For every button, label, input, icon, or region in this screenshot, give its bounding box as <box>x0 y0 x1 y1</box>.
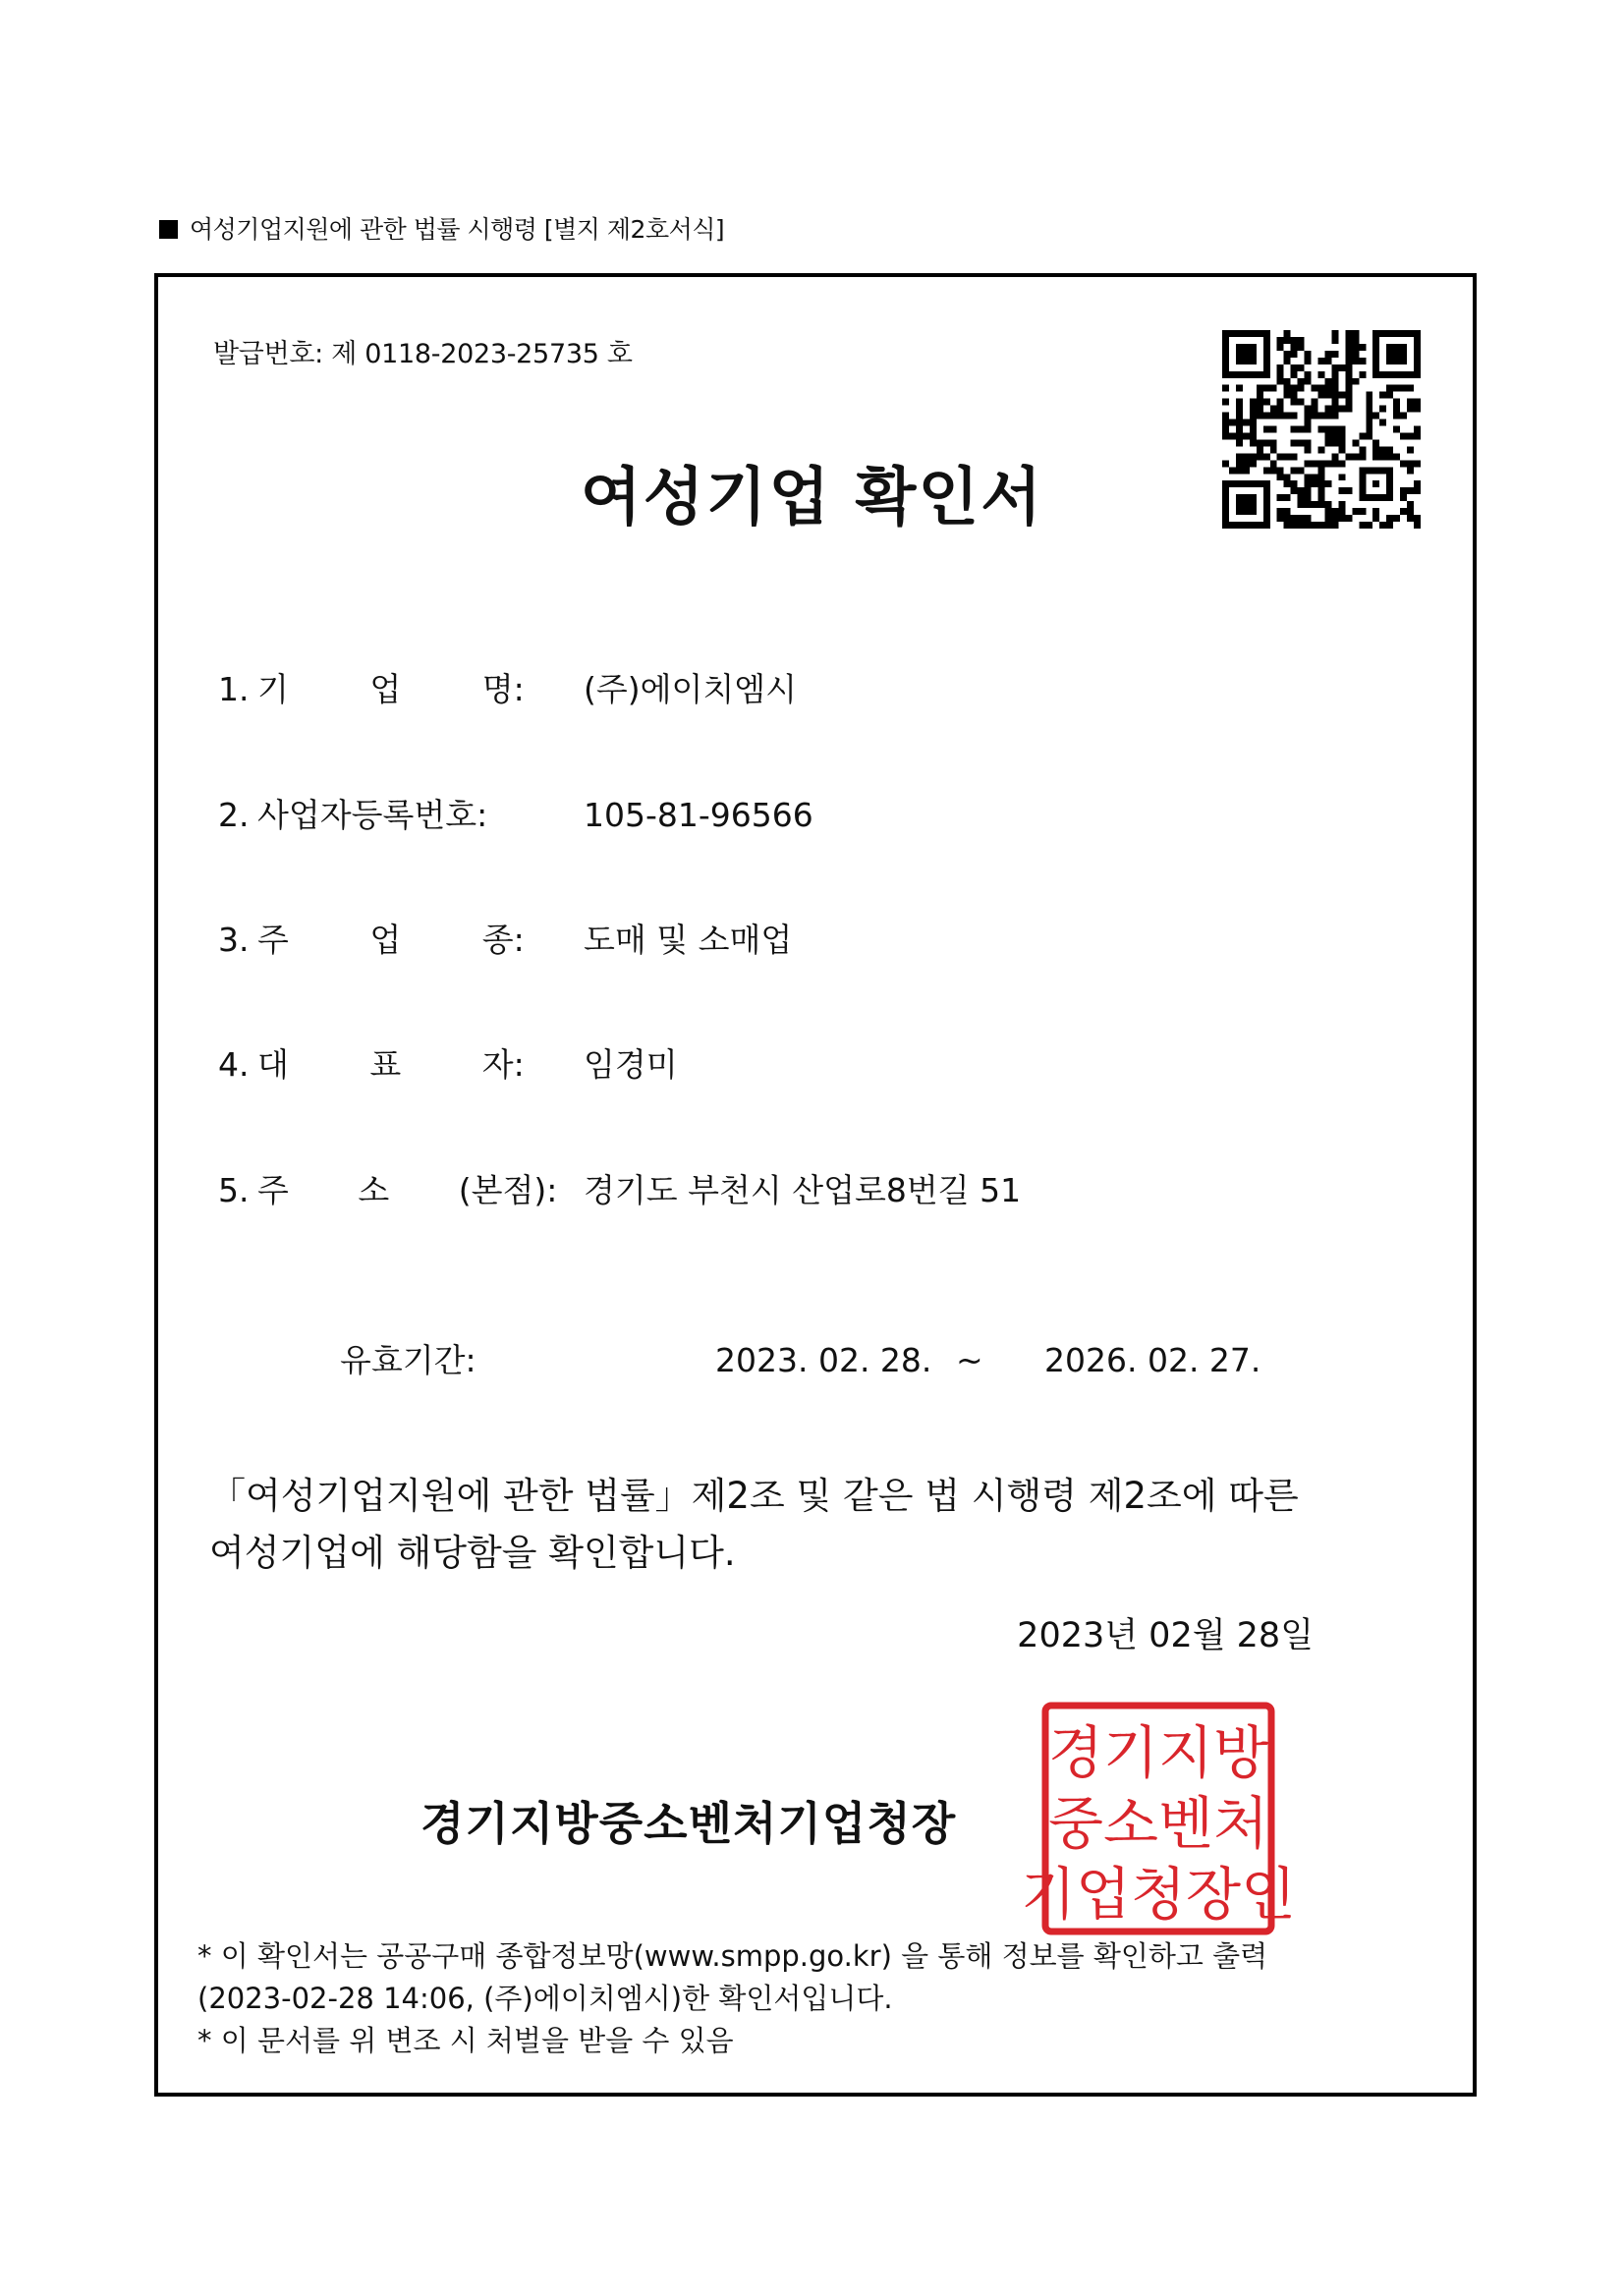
field-label: 주 업 종: <box>257 921 525 959</box>
svg-text:기업청장인: 기업청장인 <box>1020 1861 1297 1928</box>
field-label-text: 기 업 명: <box>257 670 525 708</box>
certificate-title: 여성기업 확인서 <box>580 462 1044 534</box>
note-line: (2023-02-28 14:06, (주)에이치엠시)한 확인서입니다. <box>197 1982 893 2015</box>
field-value: (주)에이치엠시 <box>584 670 798 708</box>
note-line: * 이 확인서는 공공구매 종합정보망(www.smpp.go.kr) 을 통해 정보를 확인하고 출력 <box>197 1939 1268 1973</box>
issuer-name: 경기지방중소벤처기업청장 <box>420 1797 957 1850</box>
form-reference <box>159 210 724 246</box>
square-bullet-icon <box>159 220 178 239</box>
statement-line: 「여성기업지원에 관한 법률」제2조 및 같은 법 시행령 제2조에 따른 <box>209 1475 1299 1517</box>
field-number: 4. <box>218 1045 250 1084</box>
field-label: 주 소 (본점): <box>257 1171 558 1209</box>
field-label: 대 표 자: <box>257 1045 525 1084</box>
issue-date: 2023년 02월 28일 <box>1017 1616 1314 1655</box>
form-reference-text: 여성기업지원에 관한 법률 시행령 [별지 제2호서식] <box>190 215 725 244</box>
field-number: 2. <box>218 796 250 834</box>
field-number: 5. <box>218 1171 250 1209</box>
field-value: 도매 및 소매업 <box>584 921 793 959</box>
validity-end: 2026. 02. 27. <box>1044 1341 1261 1379</box>
certification-statement <box>209 1468 1329 1582</box>
field-label: 사업자등록번호: <box>257 796 488 834</box>
notes <box>197 1935 1267 2062</box>
official-seal-stamp <box>1020 1700 1297 1937</box>
field-value: 경기도 부천시 산업로8번길 51 <box>584 1171 1022 1209</box>
validity-label: 유효기간: <box>340 1341 476 1379</box>
note-line: * 이 문서를 위 변조 시 처벌을 받을 수 있음 <box>197 2024 734 2057</box>
field-number: 3. <box>218 921 250 959</box>
validity-separator: ~ <box>956 1341 983 1379</box>
field-value: 임경미 <box>584 1045 678 1084</box>
field-value: 105-81-96566 <box>584 796 813 834</box>
statement-line: 여성기업에 해당함을 확인합니다. <box>209 1532 736 1574</box>
svg-text:중소벤처: 중소벤처 <box>1047 1790 1269 1857</box>
issue-number: 발급번호: 제 0118-2023-25735 호 <box>213 339 633 369</box>
field-label <box>257 668 525 711</box>
svg-text:경기지방: 경기지방 <box>1047 1719 1269 1786</box>
validity-start: 2023. 02. 28. <box>715 1341 932 1379</box>
field-number: 1. <box>218 670 250 708</box>
